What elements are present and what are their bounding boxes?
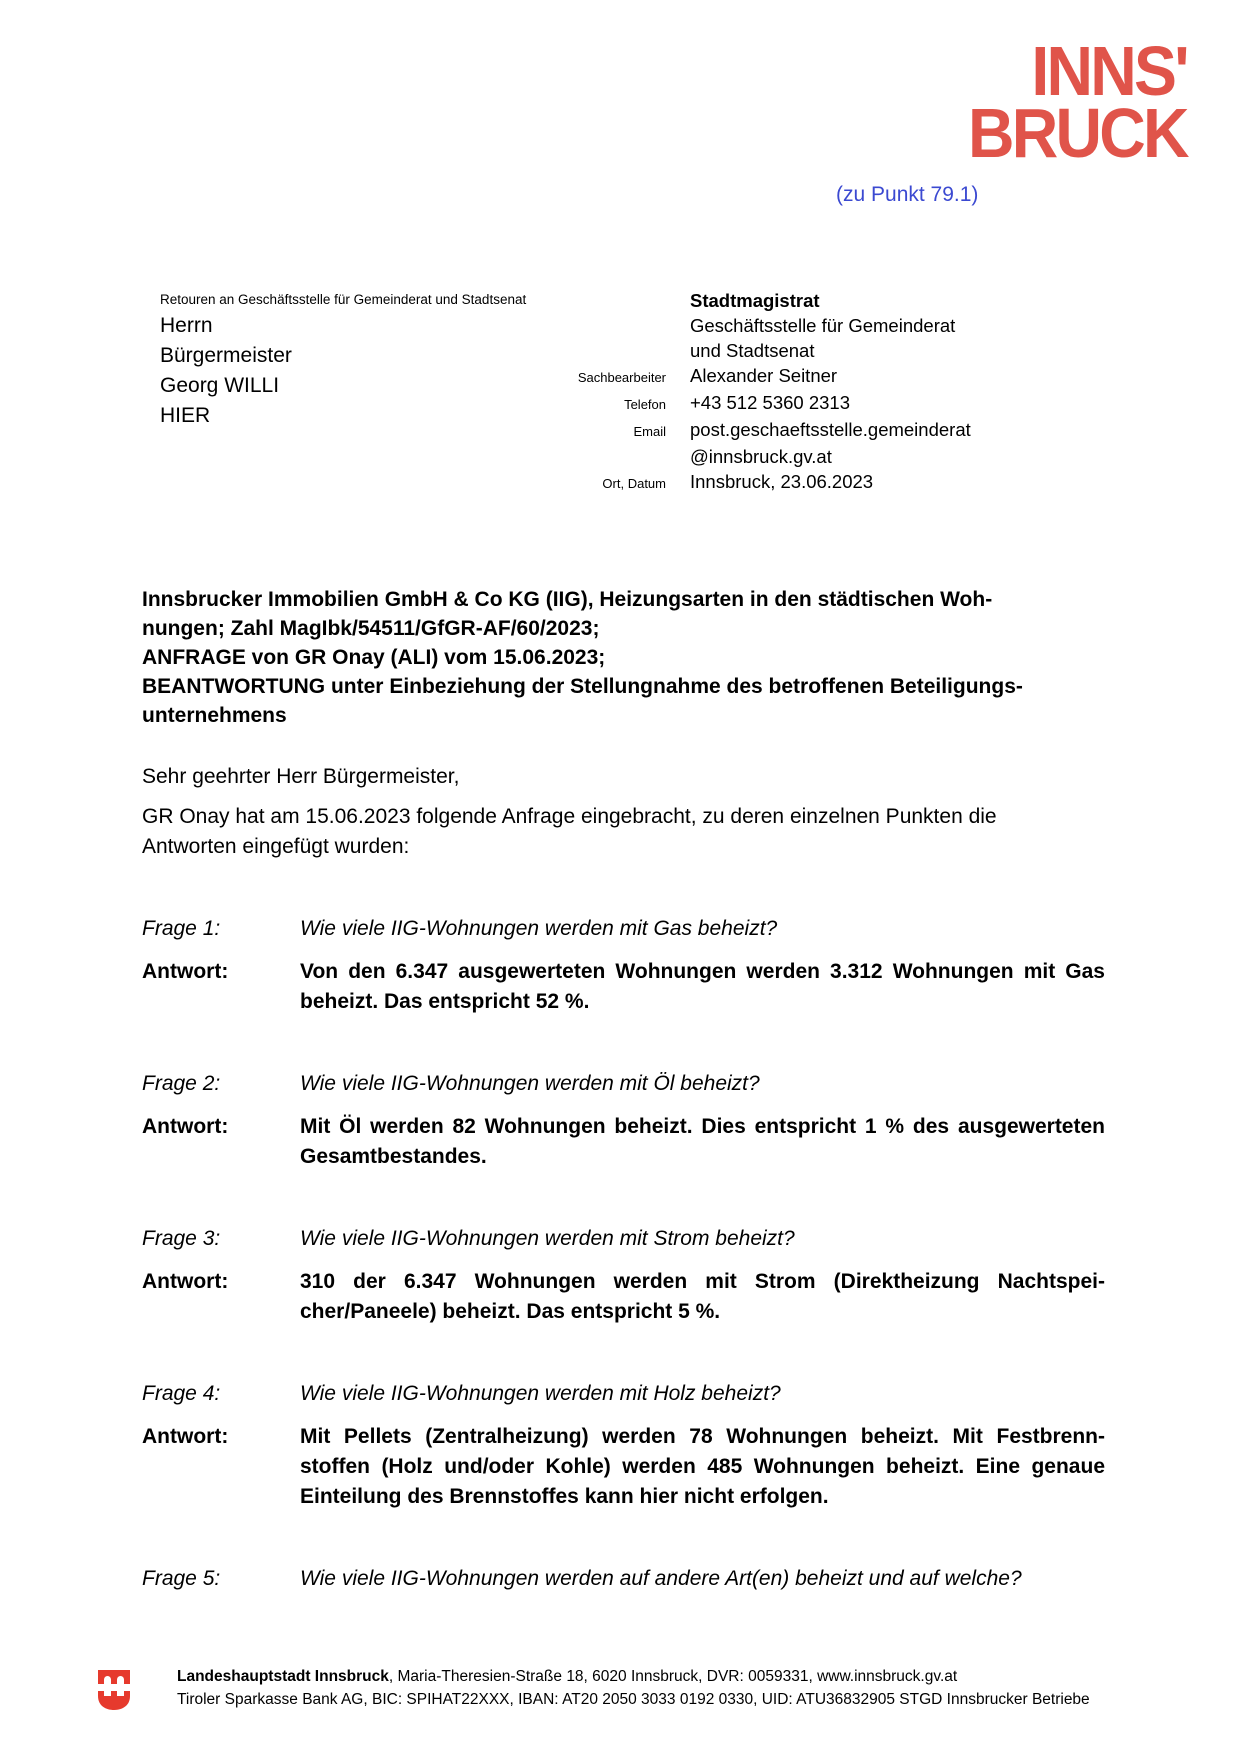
- question-row-4: [142, 1379, 1105, 1409]
- sender-label-telefon: Telefon: [624, 397, 666, 412]
- sender-info-block: [470, 288, 971, 496]
- answer-line: cher/Paneele) beheizt. Das entspricht 5 %.: [300, 1300, 721, 1323]
- question-row-2: [142, 1069, 1105, 1099]
- intro-paragraph: [142, 802, 1105, 862]
- recipient-line: Georg WILLI: [160, 374, 280, 397]
- sender-row: [470, 417, 971, 444]
- answer-row-4: [142, 1422, 1105, 1512]
- antwort-label: Antwort:: [142, 1270, 229, 1293]
- footer-block: [177, 1665, 1090, 1711]
- antwort-label: Antwort:: [142, 1425, 229, 1448]
- antwort-label: Antwort:: [142, 960, 229, 983]
- footer-address: , Maria-Theresien-Straße 18, 6020 Innsbruck, DVR: 0059331, www.innsbruck.gv.at: [388, 1668, 958, 1685]
- logo-line-2: BRUCK: [968, 94, 1187, 172]
- answer-line: Gesamtbestandes.: [300, 1145, 487, 1168]
- sender-place-date: Innsbruck, 23.06.2023: [690, 471, 874, 492]
- salutation: Sehr geehrter Herr Bürgermeister,: [142, 765, 460, 788]
- question-text: Wie viele IIG-Wohnungen werden mit Öl beheizt?: [300, 1072, 760, 1095]
- sender-row: [470, 363, 971, 390]
- question-row-1: [142, 914, 1105, 944]
- answer-line: stoffen (Holz und/oder Kohle) werden 485 Wohnungen beheizt. Eine genaue: [300, 1455, 1105, 1478]
- answer-row-3: [142, 1267, 1105, 1327]
- answer-row-1: [142, 957, 1105, 1017]
- answer-line: Mit Öl werden 82 Wohnungen beheizt. Dies entspricht 1 % des ausgewerteten: [300, 1115, 1105, 1138]
- sender-phone: +43 512 5360 2313: [690, 392, 850, 413]
- answer-text: [300, 1422, 1105, 1512]
- footer-city-name: Landeshauptstadt Innsbruck: [177, 1668, 389, 1685]
- frage-label: Frage 2:: [142, 1072, 221, 1095]
- subject-line: BEANTWORTUNG unter Einbeziehung der Stellungnahme des betroffenen Beteiligungs-: [142, 675, 1023, 698]
- answer-line: Von den 6.347 ausgewerteten Wohnungen werden 3.312 Wohnungen mit Gas: [300, 960, 1105, 983]
- answer-line: 310 der 6.347 Wohnungen werden mit Strom (Direktheizung Nachtspei-: [300, 1270, 1105, 1293]
- answer-text: [300, 1112, 1105, 1172]
- return-address-note: Retouren an Geschäftsstelle für Gemeinderat und Stadtsenat: [160, 292, 527, 307]
- intro-line: GR Onay hat am 15.06.2023 folgende Anfrage eingebracht, zu deren einzelnen Punkten die: [142, 805, 997, 828]
- question-row-3: [142, 1224, 1105, 1254]
- subject-line: unternehmens: [142, 704, 287, 727]
- letter-body: [142, 585, 1105, 1594]
- sender-row: [470, 313, 971, 338]
- answer-text: [300, 1267, 1105, 1327]
- sender-label-sachbearbeiter: Sachbearbeiter: [577, 370, 666, 385]
- antwort-label: Antwort:: [142, 1115, 229, 1138]
- sender-email-part2: @innsbruck.gv.at: [690, 446, 832, 467]
- sender-value: und Stadtsenat: [690, 340, 815, 361]
- subject-block: [142, 585, 1105, 730]
- sender-row: [470, 444, 971, 469]
- subject-line: nungen; Zahl MagIbk/54511/GfGR-AF/60/2023;: [142, 617, 600, 640]
- answer-line: Einteilung des Brennstoffes kann hier nicht erfolgen.: [300, 1485, 829, 1508]
- answer-line: beheizt. Das entspricht 52 %.: [300, 990, 590, 1013]
- question-text: Wie viele IIG-Wohnungen werden auf andere Art(en) beheizt und auf welche?: [300, 1567, 1022, 1590]
- frage-label: Frage 1:: [142, 917, 221, 940]
- footer-line-2: Tiroler Sparkasse Bank AG, BIC: SPIHAT22XXX, IBAN: AT20 2050 3033 0192 0330, UID: ATU36832905 STGD Innsbrucker Betriebe: [177, 1691, 1090, 1708]
- recipient-line: HIER: [160, 404, 211, 427]
- frage-label: Frage 4:: [142, 1382, 221, 1405]
- sender-office-name: Stadtmagistrat: [690, 290, 820, 311]
- question-text: Wie viele IIG-Wohnungen werden mit Strom beheizt?: [300, 1227, 795, 1250]
- answer-row-2: [142, 1112, 1105, 1172]
- sender-email-part1: post.geschaeftsstelle.gemeinderat: [690, 419, 971, 440]
- agenda-point-note: (zu Punkt 79.1): [836, 183, 979, 206]
- subject-line: Innsbrucker Immobilien GmbH & Co KG (IIG), Heizungsarten in den städtischen Woh-: [142, 588, 993, 611]
- innsbruck-logo: [968, 32, 1187, 172]
- subject-line: ANFRAGE von GR Onay (ALI) vom 15.06.2023;: [142, 646, 606, 669]
- footer-line-1: [177, 1665, 1090, 1688]
- recipient-line: Bürgermeister: [160, 344, 292, 367]
- question-text: Wie viele IIG-Wohnungen werden mit Holz beheizt?: [300, 1382, 781, 1405]
- sender-value: Geschäftsstelle für Gemeinderat: [690, 315, 956, 336]
- sender-label-email: Email: [633, 424, 666, 439]
- intro-line: Antworten eingefügt wurden:: [142, 835, 410, 858]
- question-text: Wie viele IIG-Wohnungen werden mit Gas beheizt?: [300, 917, 778, 940]
- sender-caseworker: Alexander Seitner: [690, 365, 838, 386]
- innsbruck-shield-icon: [98, 1670, 130, 1715]
- sender-row: [470, 338, 971, 363]
- sender-label-ort-datum: Ort, Datum: [602, 476, 666, 491]
- answer-line: Mit Pellets (Zentralheizung) werden 78 Wohnungen beheizt. Mit Festbrenn-: [300, 1425, 1105, 1448]
- frage-label: Frage 5:: [142, 1567, 221, 1590]
- sender-row: [470, 288, 971, 313]
- sender-row: [470, 390, 971, 417]
- logo-line-1: INNS': [1031, 32, 1187, 110]
- answer-text: [300, 957, 1105, 1017]
- frage-label: Frage 3:: [142, 1227, 221, 1250]
- recipient-line: Herrn: [160, 314, 213, 337]
- question-row-5: [142, 1564, 1105, 1594]
- sender-row: [470, 469, 971, 496]
